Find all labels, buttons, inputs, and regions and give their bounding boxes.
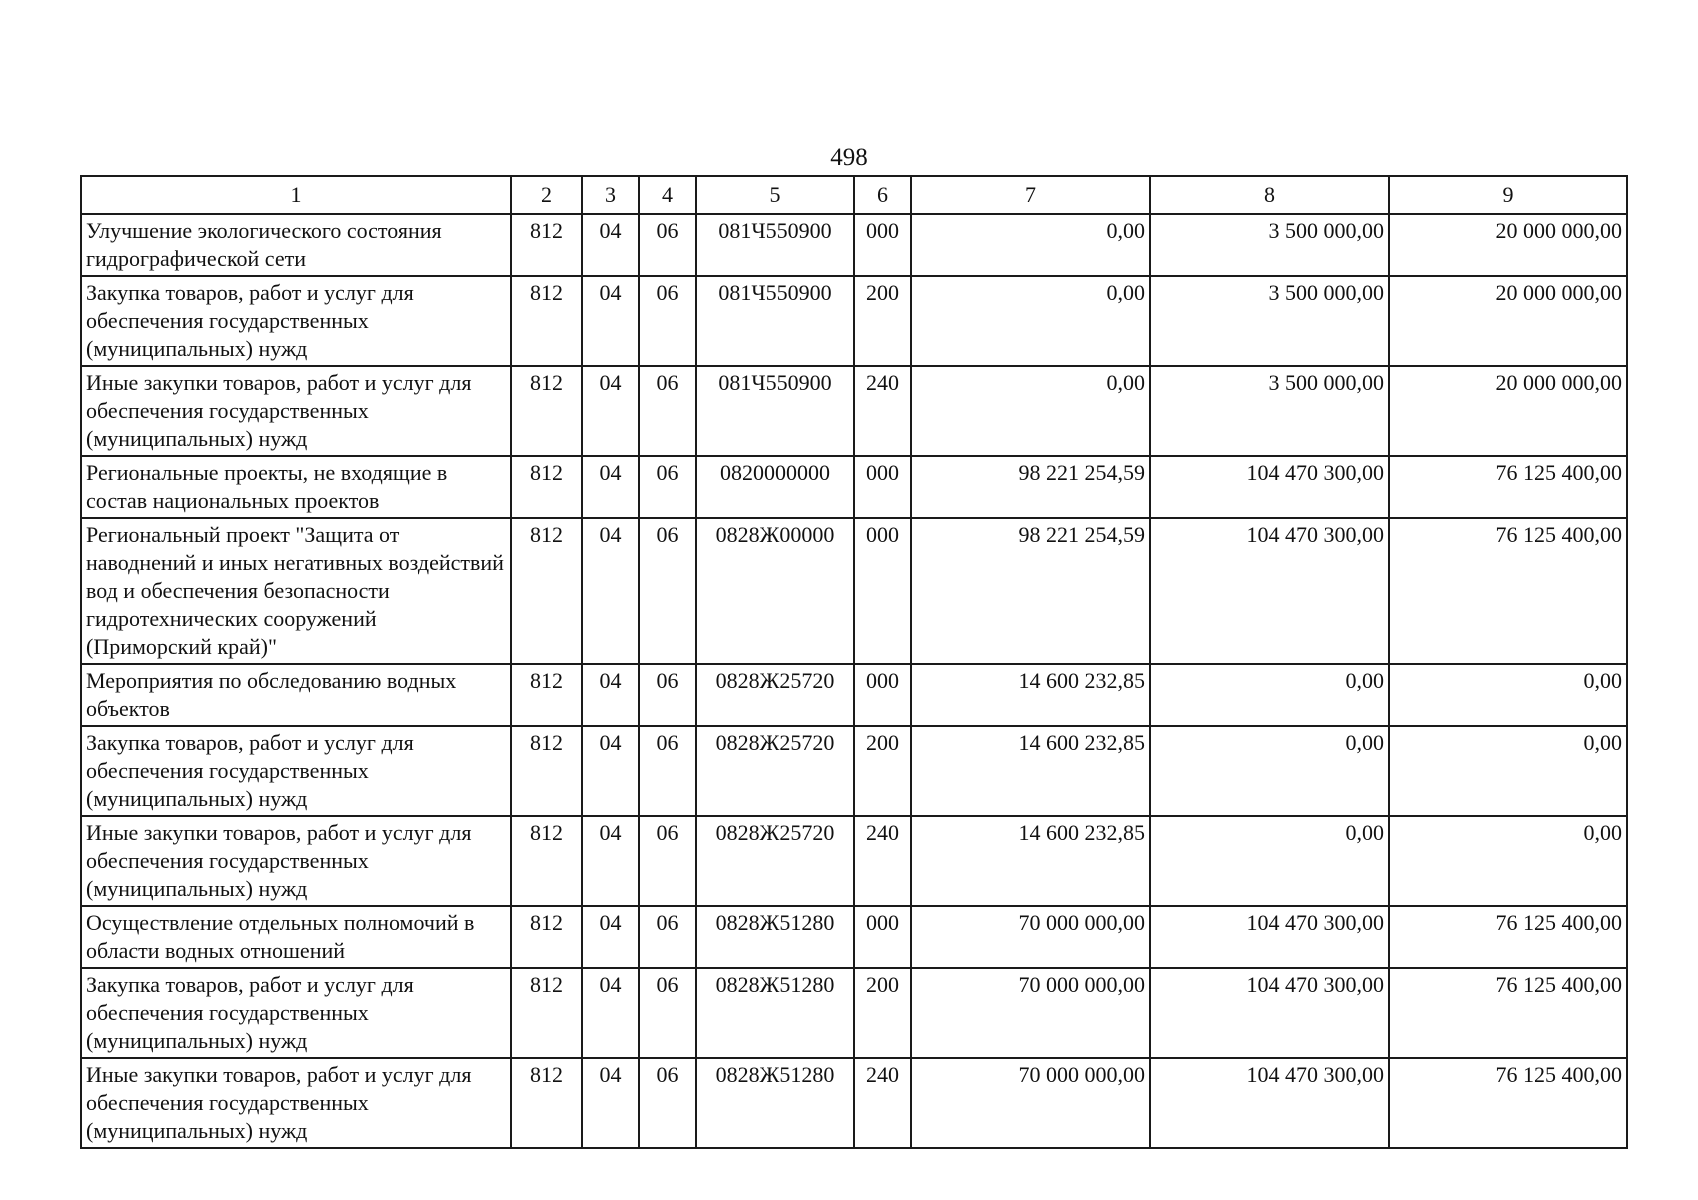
column-header: 5	[696, 176, 854, 214]
expense-type-code: 240	[854, 1058, 911, 1148]
amount-col7: 0,00	[911, 214, 1150, 276]
subsection-code: 06	[639, 968, 696, 1058]
amount-col7: 14 600 232,85	[911, 664, 1150, 726]
expense-type-code: 200	[854, 276, 911, 366]
row-name: Мероприятия по обследованию водных объектов	[81, 664, 511, 726]
expense-type-code: 000	[854, 518, 911, 664]
row-name: Региональный проект "Защита от наводнений и иных негативных воздействий вод и обеспечения безопасности гидротехнических сооружений (Приморский край)"	[81, 518, 511, 664]
amount-col9: 76 125 400,00	[1389, 456, 1627, 518]
amount-col9: 0,00	[1389, 664, 1627, 726]
column-header: 3	[582, 176, 639, 214]
row-name: Закупка товаров, работ и услуг для обеспечения государственных (муниципальных) нужд	[81, 968, 511, 1058]
ministry-code: 812	[511, 664, 582, 726]
ministry-code: 812	[511, 518, 582, 664]
ministry-code: 812	[511, 968, 582, 1058]
target-article-code: 0828Ж51280	[696, 906, 854, 968]
table-row	[81, 906, 1627, 968]
row-name: Закупка товаров, работ и услуг для обеспечения государственных (муниципальных) нужд	[81, 276, 511, 366]
table-row	[81, 726, 1627, 816]
subsection-code: 06	[639, 1058, 696, 1148]
amount-col8: 0,00	[1150, 726, 1389, 816]
section-code: 04	[582, 518, 639, 664]
amount-col7: 98 221 254,59	[911, 456, 1150, 518]
amount-col9: 76 125 400,00	[1389, 518, 1627, 664]
amount-col9: 76 125 400,00	[1389, 968, 1627, 1058]
amount-col9: 20 000 000,00	[1389, 366, 1627, 456]
target-article-code: 0828Ж25720	[696, 816, 854, 906]
amount-col7: 98 221 254,59	[911, 518, 1150, 664]
row-name: Улучшение экологического состояния гидрографической сети	[81, 214, 511, 276]
expense-type-code: 000	[854, 906, 911, 968]
row-name: Иные закупки товаров, работ и услуг для обеспечения государственных (муниципальных) нужд	[81, 366, 511, 456]
budget-table	[80, 175, 1628, 1149]
expense-type-code: 000	[854, 456, 911, 518]
section-code: 04	[582, 906, 639, 968]
row-name: Иные закупки товаров, работ и услуг для обеспечения государственных (муниципальных) нужд	[81, 816, 511, 906]
amount-col8: 3 500 000,00	[1150, 276, 1389, 366]
target-article-code: 081Ч550900	[696, 366, 854, 456]
row-name: Региональные проекты, не входящие в состав национальных проектов	[81, 456, 511, 518]
expense-type-code: 000	[854, 214, 911, 276]
ministry-code: 812	[511, 1058, 582, 1148]
amount-col9: 0,00	[1389, 816, 1627, 906]
amount-col9: 76 125 400,00	[1389, 1058, 1627, 1148]
page-number: 498	[830, 144, 868, 171]
table-row	[81, 456, 1627, 518]
column-header: 7	[911, 176, 1150, 214]
table-row	[81, 968, 1627, 1058]
amount-col8: 104 470 300,00	[1150, 1058, 1389, 1148]
subsection-code: 06	[639, 276, 696, 366]
column-header: 1	[81, 176, 511, 214]
column-header: 2	[511, 176, 582, 214]
subsection-code: 06	[639, 518, 696, 664]
amount-col8: 104 470 300,00	[1150, 968, 1389, 1058]
amount-col7: 0,00	[911, 276, 1150, 366]
section-code: 04	[582, 366, 639, 456]
amount-col7: 14 600 232,85	[911, 726, 1150, 816]
amount-col7: 14 600 232,85	[911, 816, 1150, 906]
subsection-code: 06	[639, 366, 696, 456]
column-header: 6	[854, 176, 911, 214]
amount-col8: 0,00	[1150, 816, 1389, 906]
subsection-code: 06	[639, 214, 696, 276]
section-code: 04	[582, 664, 639, 726]
section-code: 04	[582, 276, 639, 366]
expense-type-code: 240	[854, 366, 911, 456]
ministry-code: 812	[511, 456, 582, 518]
ministry-code: 812	[511, 906, 582, 968]
amount-col8: 3 500 000,00	[1150, 214, 1389, 276]
section-code: 04	[582, 968, 639, 1058]
section-code: 04	[582, 214, 639, 276]
expense-type-code: 240	[854, 816, 911, 906]
row-name: Осуществление отдельных полномочий в области водных отношений	[81, 906, 511, 968]
amount-col8: 104 470 300,00	[1150, 456, 1389, 518]
amount-col8: 104 470 300,00	[1150, 518, 1389, 664]
section-code: 04	[582, 726, 639, 816]
subsection-code: 06	[639, 816, 696, 906]
table-row	[81, 214, 1627, 276]
amount-col9: 20 000 000,00	[1389, 214, 1627, 276]
section-code: 04	[582, 1058, 639, 1148]
row-name: Иные закупки товаров, работ и услуг для обеспечения государственных (муниципальных) нужд	[81, 1058, 511, 1148]
column-header: 4	[639, 176, 696, 214]
amount-col7: 0,00	[911, 366, 1150, 456]
subsection-code: 06	[639, 906, 696, 968]
row-name: Закупка товаров, работ и услуг для обеспечения государственных (муниципальных) нужд	[81, 726, 511, 816]
target-article-code: 0828Ж51280	[696, 968, 854, 1058]
header-row	[81, 176, 1627, 214]
amount-col9: 76 125 400,00	[1389, 906, 1627, 968]
table-row	[81, 1058, 1627, 1148]
ministry-code: 812	[511, 214, 582, 276]
expense-type-code: 000	[854, 664, 911, 726]
target-article-code: 0820000000	[696, 456, 854, 518]
target-article-code: 081Ч550900	[696, 214, 854, 276]
target-article-code: 0828Ж00000	[696, 518, 854, 664]
target-article-code: 0828Ж25720	[696, 664, 854, 726]
table-row	[81, 816, 1627, 906]
column-header: 8	[1150, 176, 1389, 214]
target-article-code: 081Ч550900	[696, 276, 854, 366]
table-row	[81, 664, 1627, 726]
ministry-code: 812	[511, 276, 582, 366]
ministry-code: 812	[511, 726, 582, 816]
ministry-code: 812	[511, 366, 582, 456]
amount-col9: 20 000 000,00	[1389, 276, 1627, 366]
target-article-code: 0828Ж25720	[696, 726, 854, 816]
subsection-code: 06	[639, 664, 696, 726]
table-row	[81, 276, 1627, 366]
expense-type-code: 200	[854, 968, 911, 1058]
amount-col8: 3 500 000,00	[1150, 366, 1389, 456]
amount-col8: 0,00	[1150, 664, 1389, 726]
amount-col7: 70 000 000,00	[911, 1058, 1150, 1148]
amount-col7: 70 000 000,00	[911, 968, 1150, 1058]
target-article-code: 0828Ж51280	[696, 1058, 854, 1148]
amount-col8: 104 470 300,00	[1150, 906, 1389, 968]
table-row	[81, 518, 1627, 664]
section-code: 04	[582, 816, 639, 906]
table-row	[81, 366, 1627, 456]
amount-col9: 0,00	[1389, 726, 1627, 816]
ministry-code: 812	[511, 816, 582, 906]
expense-type-code: 200	[854, 726, 911, 816]
subsection-code: 06	[639, 456, 696, 518]
column-header: 9	[1389, 176, 1627, 214]
amount-col7: 70 000 000,00	[911, 906, 1150, 968]
section-code: 04	[582, 456, 639, 518]
subsection-code: 06	[639, 726, 696, 816]
